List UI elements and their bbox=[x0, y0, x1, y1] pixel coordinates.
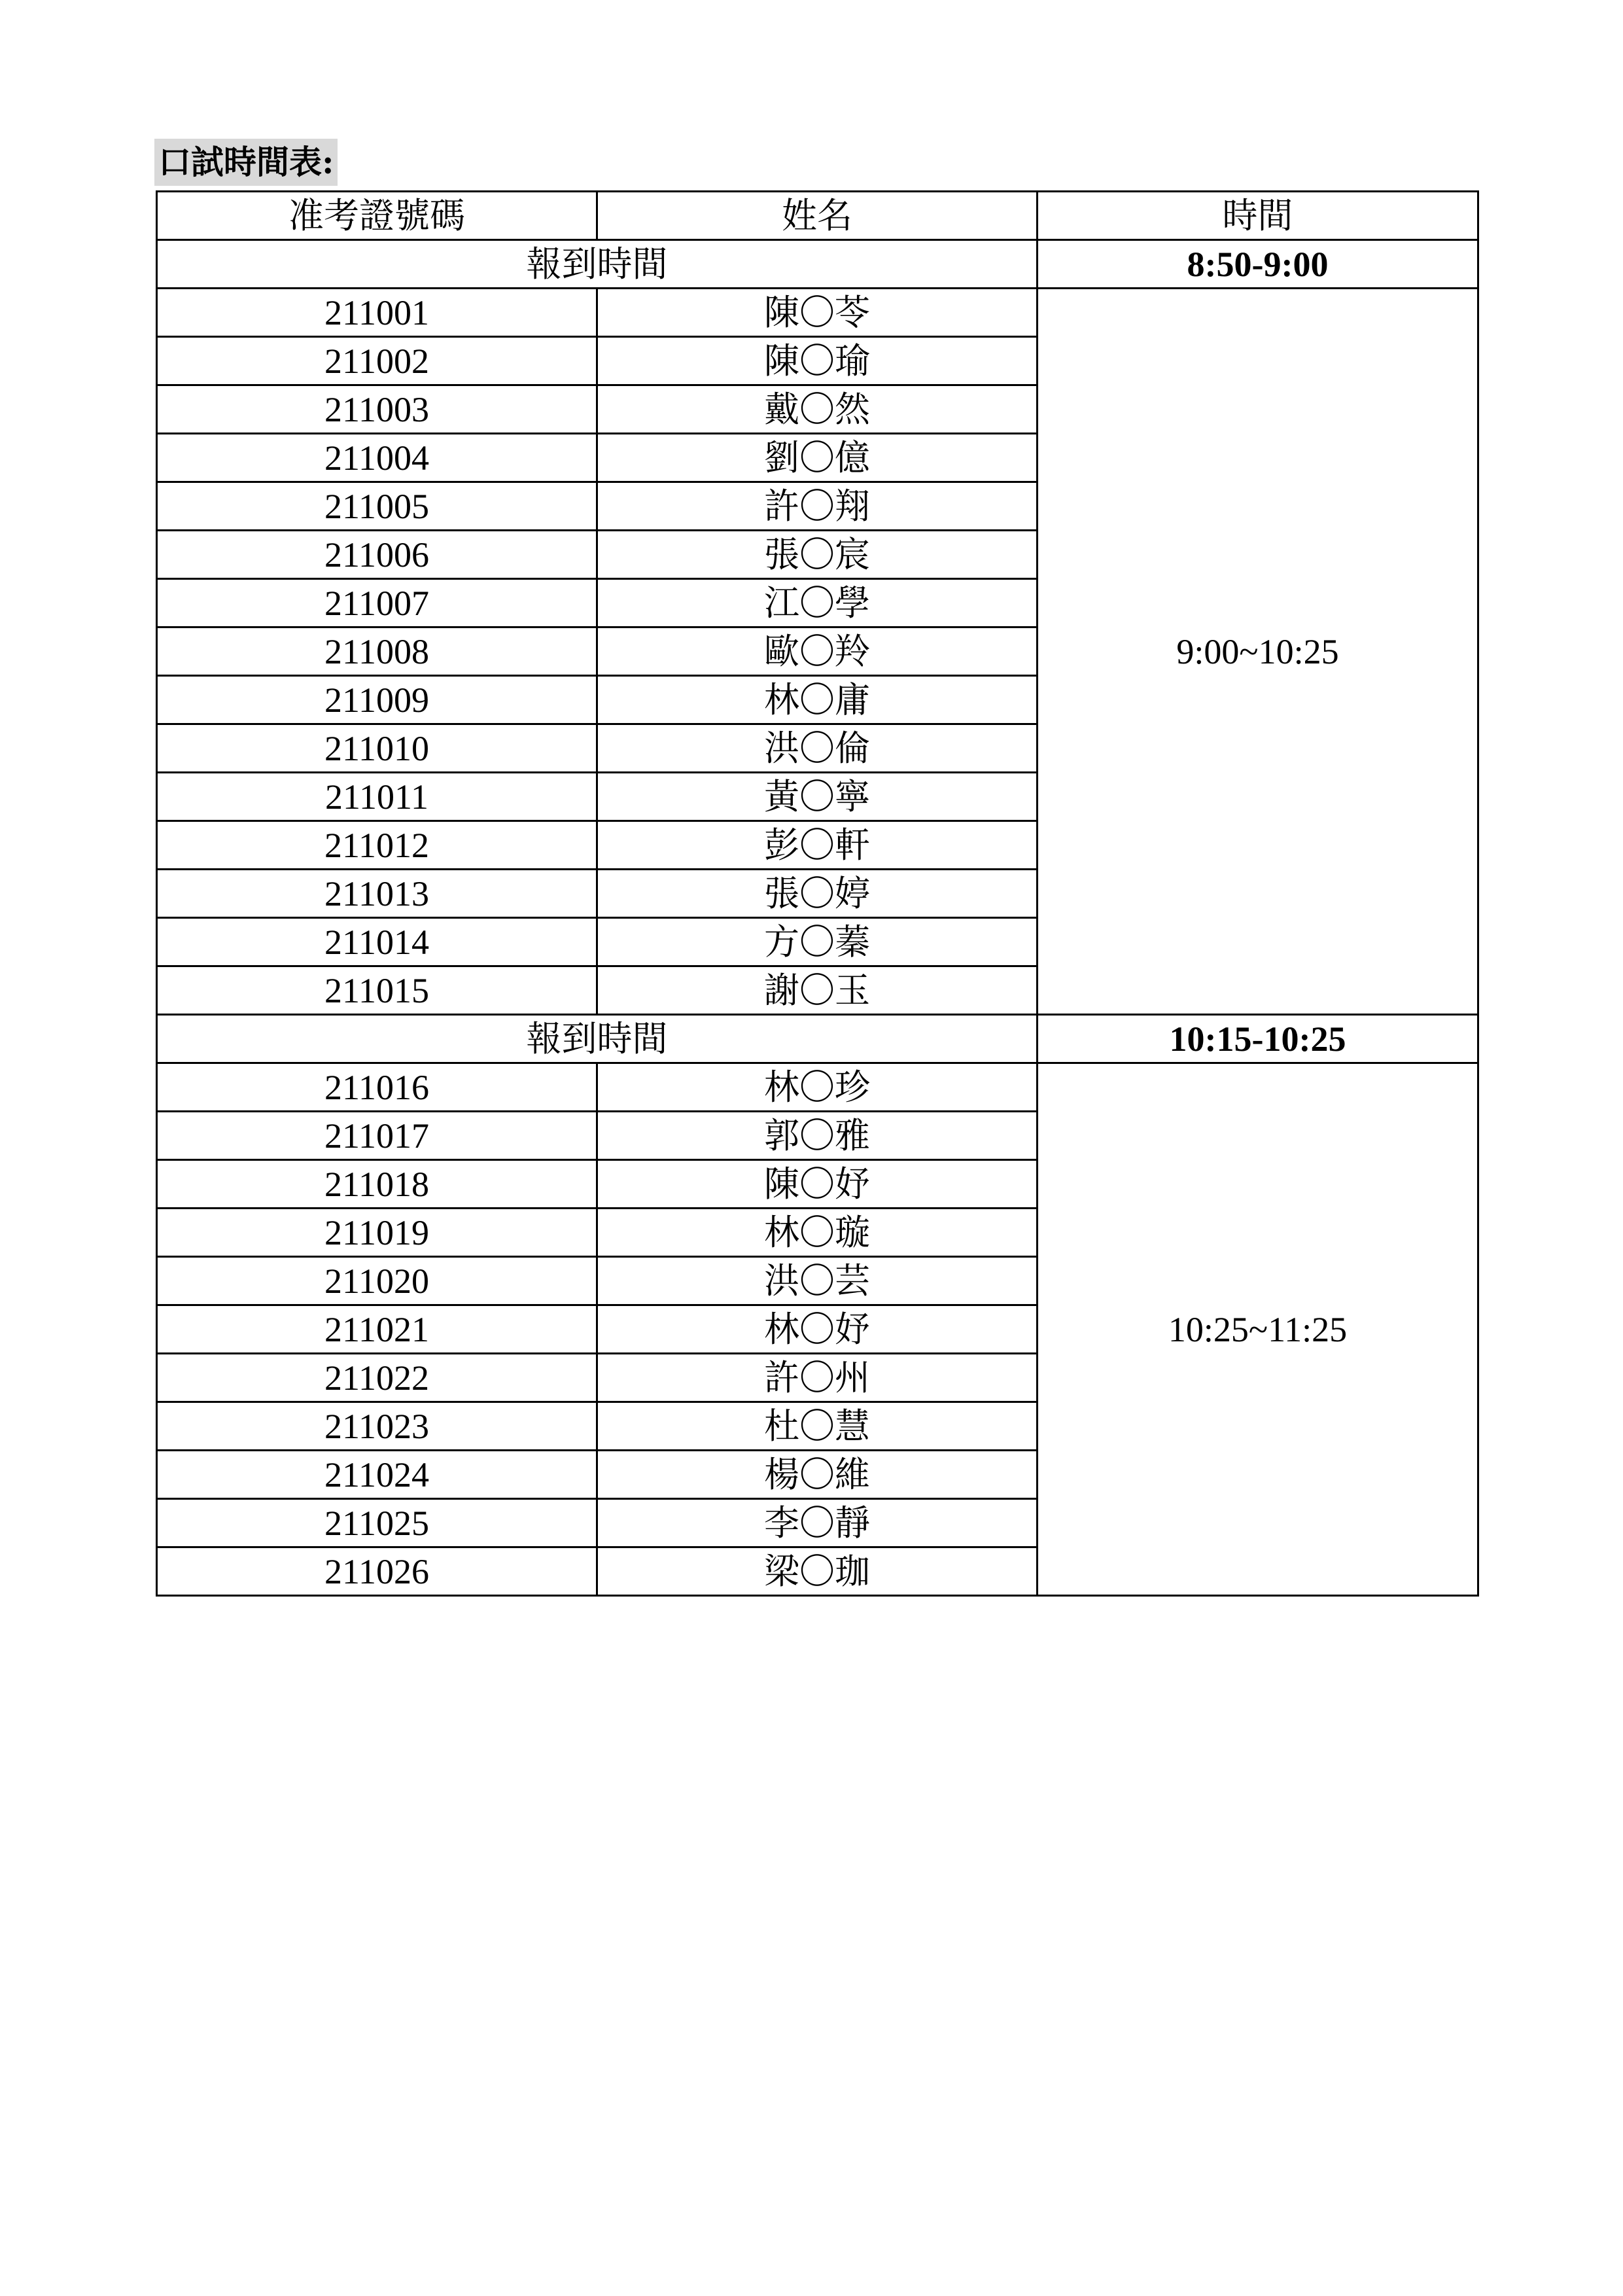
candidate-name: 郭〇雅 bbox=[597, 1112, 1038, 1160]
candidate-id: 211003 bbox=[157, 385, 597, 434]
candidate-name: 洪〇倫 bbox=[597, 724, 1038, 773]
candidate-id: 211001 bbox=[157, 289, 597, 337]
candidate-id: 211002 bbox=[157, 337, 597, 385]
candidate-name: 楊〇維 bbox=[597, 1451, 1038, 1499]
checkin-row bbox=[157, 240, 1478, 289]
candidate-name: 劉〇億 bbox=[597, 434, 1038, 482]
candidate-name: 陳〇苓 bbox=[597, 289, 1038, 337]
candidate-id: 211026 bbox=[157, 1547, 597, 1596]
candidate-name: 謝〇玉 bbox=[597, 966, 1038, 1015]
checkin-time: 8:50-9:00 bbox=[1038, 240, 1478, 289]
candidate-id: 211015 bbox=[157, 966, 597, 1015]
candidate-id: 211022 bbox=[157, 1354, 597, 1402]
candidate-name: 林〇璇 bbox=[597, 1209, 1038, 1257]
candidate-name: 許〇州 bbox=[597, 1354, 1038, 1402]
candidate-id: 211018 bbox=[157, 1160, 597, 1209]
candidate-id: 211009 bbox=[157, 676, 597, 724]
candidate-id: 211024 bbox=[157, 1451, 597, 1499]
candidate-id: 211010 bbox=[157, 724, 597, 773]
candidate-id: 211025 bbox=[157, 1499, 597, 1547]
candidate-name: 江〇學 bbox=[597, 579, 1038, 627]
candidate-name: 黃〇寧 bbox=[597, 773, 1038, 821]
candidate-id: 211023 bbox=[157, 1402, 597, 1451]
header-id: 准考證號碼 bbox=[157, 192, 597, 240]
candidate-id: 211019 bbox=[157, 1209, 597, 1257]
table-row bbox=[157, 289, 1478, 337]
page-title: 口試時間表: bbox=[154, 139, 338, 186]
candidate-id: 211011 bbox=[157, 773, 597, 821]
candidate-name: 杜〇慧 bbox=[597, 1402, 1038, 1451]
candidate-name: 戴〇然 bbox=[597, 385, 1038, 434]
header-time: 時間 bbox=[1038, 192, 1478, 240]
candidate-name: 梁〇珈 bbox=[597, 1547, 1038, 1596]
candidate-name: 林〇珍 bbox=[597, 1063, 1038, 1112]
candidate-id: 211008 bbox=[157, 627, 597, 676]
candidate-id: 211013 bbox=[157, 870, 597, 918]
table-row bbox=[157, 1063, 1478, 1112]
candidate-name: 歐〇羚 bbox=[597, 627, 1038, 676]
candidate-id: 211012 bbox=[157, 821, 597, 870]
checkin-row bbox=[157, 1015, 1478, 1063]
candidate-id: 211021 bbox=[157, 1305, 597, 1354]
candidate-id: 211014 bbox=[157, 918, 597, 966]
candidate-name: 許〇翔 bbox=[597, 482, 1038, 531]
checkin-label: 報到時間 bbox=[157, 1015, 1038, 1063]
candidate-id: 211007 bbox=[157, 579, 597, 627]
candidate-name: 林〇妤 bbox=[597, 1305, 1038, 1354]
candidate-name: 李〇靜 bbox=[597, 1499, 1038, 1547]
candidate-name: 洪〇芸 bbox=[597, 1257, 1038, 1305]
checkin-label: 報到時間 bbox=[157, 240, 1038, 289]
schedule-table bbox=[156, 190, 1479, 1597]
candidate-id: 211004 bbox=[157, 434, 597, 482]
candidate-name: 張〇宸 bbox=[597, 531, 1038, 579]
header-name: 姓名 bbox=[597, 192, 1038, 240]
header-row bbox=[157, 192, 1478, 240]
schedule-table-body bbox=[157, 192, 1478, 1596]
session-time: 10:25~11:25 bbox=[1038, 1063, 1478, 1596]
session-time: 9:00~10:25 bbox=[1038, 289, 1478, 1015]
candidate-name: 陳〇瑜 bbox=[597, 337, 1038, 385]
candidate-name: 方〇蓁 bbox=[597, 918, 1038, 966]
candidate-id: 211016 bbox=[157, 1063, 597, 1112]
candidate-name: 陳〇妤 bbox=[597, 1160, 1038, 1209]
candidate-name: 彭〇軒 bbox=[597, 821, 1038, 870]
candidate-id: 211006 bbox=[157, 531, 597, 579]
candidate-id: 211020 bbox=[157, 1257, 597, 1305]
candidate-name: 張〇婷 bbox=[597, 870, 1038, 918]
checkin-time: 10:15-10:25 bbox=[1038, 1015, 1478, 1063]
candidate-id: 211005 bbox=[157, 482, 597, 531]
candidate-id: 211017 bbox=[157, 1112, 597, 1160]
candidate-name: 林〇庸 bbox=[597, 676, 1038, 724]
